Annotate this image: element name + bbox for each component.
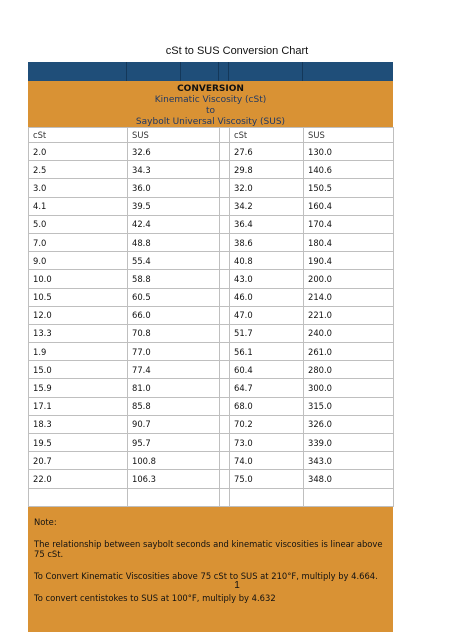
table-cell: 221.0 (304, 306, 394, 324)
table-row (29, 233, 394, 251)
table-cell: 17.1 (29, 397, 128, 415)
table-row (29, 379, 394, 397)
table-cell: 261.0 (304, 343, 394, 361)
conversion-line-3: Saybolt Universal Viscosity (SUS) (135, 117, 286, 127)
page-number: 1 (234, 580, 240, 591)
table-cell: 2.5 (29, 161, 128, 179)
table-cell: 68.0 (230, 397, 304, 415)
table-cell: 190.4 (304, 252, 394, 270)
column-header-row (29, 128, 394, 143)
table-cell: 10.0 (29, 270, 128, 288)
table-cell (29, 488, 128, 506)
table-cell: 55.4 (128, 252, 220, 270)
table-cell: 73.0 (230, 434, 304, 452)
table-cell: 4.1 (29, 197, 128, 215)
table-cell: 36.4 (230, 215, 304, 233)
table-cell: 74.0 (230, 452, 304, 470)
table-cell: 2.0 (29, 143, 128, 161)
table-cell: 42.4 (128, 215, 220, 233)
table-cell: 39.5 (128, 197, 220, 215)
table-cell: 60.5 (128, 288, 220, 306)
table-row (29, 488, 394, 506)
table-cell: 150.5 (304, 179, 394, 197)
table-cell: 66.0 (128, 306, 220, 324)
table-cell: 130.0 (304, 143, 394, 161)
table-cell: 90.7 (128, 415, 220, 433)
table-cell: 280.0 (304, 361, 394, 379)
table-cell: 40.8 (230, 252, 304, 270)
table-cell: 18.3 (29, 415, 128, 433)
table-cell: 1.9 (29, 343, 128, 361)
table-cell: 326.0 (304, 415, 394, 433)
table-cell (304, 488, 394, 506)
table-cell: 36.0 (128, 179, 220, 197)
table-cell: 64.7 (230, 379, 304, 397)
table-row (29, 470, 394, 488)
table-row (29, 197, 394, 215)
table-row (29, 452, 394, 470)
conversion-sheet (28, 62, 393, 632)
note-line-3: To convert centistokes to SUS at 100°F, multiply by 4.632 (34, 592, 276, 603)
table-cell: 22.0 (29, 470, 128, 488)
column-header-cst-2: cSt (230, 128, 304, 143)
column-header-cst-1: cSt (29, 128, 128, 143)
table-row (29, 306, 394, 324)
table-cell: 29.8 (230, 161, 304, 179)
conversion-heading: CONVERSION (177, 84, 244, 94)
table-cell: 300.0 (304, 379, 394, 397)
table-row (29, 215, 394, 233)
column-header-sus-2: SUS (304, 128, 394, 143)
table-cell: 38.6 (230, 233, 304, 251)
table-cell (128, 488, 220, 506)
table-cell: 343.0 (304, 452, 394, 470)
table-cell: 140.6 (304, 161, 394, 179)
table-cell: 77.4 (128, 361, 220, 379)
table-row (29, 343, 394, 361)
table-cell: 81.0 (128, 379, 220, 397)
table-cell: 9.0 (29, 252, 128, 270)
table-row (29, 324, 394, 342)
column-header-sus-1: SUS (128, 128, 220, 143)
table-cell: 34.3 (128, 161, 220, 179)
table-cell: 85.8 (128, 397, 220, 415)
table-row (29, 161, 394, 179)
conversion-line-2: to (205, 106, 216, 116)
table-cell: 106.3 (128, 470, 220, 488)
table-cell: 51.7 (230, 324, 304, 342)
table-cell: 32.6 (128, 143, 220, 161)
table-cell: 19.5 (29, 434, 128, 452)
table-cell: 77.0 (128, 343, 220, 361)
table-cell: 20.7 (29, 452, 128, 470)
table-cell (230, 488, 304, 506)
table-cell: 58.8 (128, 270, 220, 288)
table-cell: 180.4 (304, 233, 394, 251)
table-cell: 214.0 (304, 288, 394, 306)
note-line-2: To Convert Kinematic Viscosities above 75 cSt to SUS at 210°F, multiply by 4.664. (34, 570, 378, 581)
table-cell: 43.0 (230, 270, 304, 288)
note-line-1: The relationship between saybolt seconds and kinematic viscosities is linear above 75 cSt. (34, 538, 383, 559)
table-cell: 95.7 (128, 434, 220, 452)
table-cell: 56.1 (230, 343, 304, 361)
table-cell: 170.4 (304, 215, 394, 233)
page-title: cSt to SUS Conversion Chart (165, 45, 309, 57)
table-cell: 348.0 (304, 470, 394, 488)
table-row (29, 434, 394, 452)
table-row (29, 397, 394, 415)
table-cell: 60.4 (230, 361, 304, 379)
table-cell: 10.5 (29, 288, 128, 306)
table-cell: 70.8 (128, 324, 220, 342)
table-cell: 12.0 (29, 306, 128, 324)
table-row (29, 179, 394, 197)
note-box (28, 507, 393, 632)
table-cell: 3.0 (29, 179, 128, 197)
table-row (29, 270, 394, 288)
conversion-line-1: Kinematic Viscosity (cSt) (154, 95, 267, 105)
table-cell: 15.9 (29, 379, 128, 397)
table-row (29, 361, 394, 379)
table-cell: 46.0 (230, 288, 304, 306)
table-cell: 48.8 (128, 233, 220, 251)
table-cell: 240.0 (304, 324, 394, 342)
table-cell: 100.8 (128, 452, 220, 470)
table-cell: 13.3 (29, 324, 128, 342)
table-row (29, 252, 394, 270)
table-cell: 160.4 (304, 197, 394, 215)
table-cell: 34.2 (230, 197, 304, 215)
table-cell: 339.0 (304, 434, 394, 452)
conversion-header (28, 81, 393, 127)
table-cell: 315.0 (304, 397, 394, 415)
table-cell: 7.0 (29, 233, 128, 251)
table-cell: 200.0 (304, 270, 394, 288)
note-label: Note: (34, 516, 57, 527)
table-cell: 5.0 (29, 215, 128, 233)
table-cell: 15.0 (29, 361, 128, 379)
table-cell: 32.0 (230, 179, 304, 197)
table-row (29, 143, 394, 161)
conversion-table (28, 127, 394, 507)
table-cell: 75.0 (230, 470, 304, 488)
table-cell: 70.2 (230, 415, 304, 433)
table-row (29, 415, 394, 433)
table-cell: 47.0 (230, 306, 304, 324)
table-row (29, 288, 394, 306)
table-cell: 27.6 (230, 143, 304, 161)
header-band (28, 62, 393, 81)
